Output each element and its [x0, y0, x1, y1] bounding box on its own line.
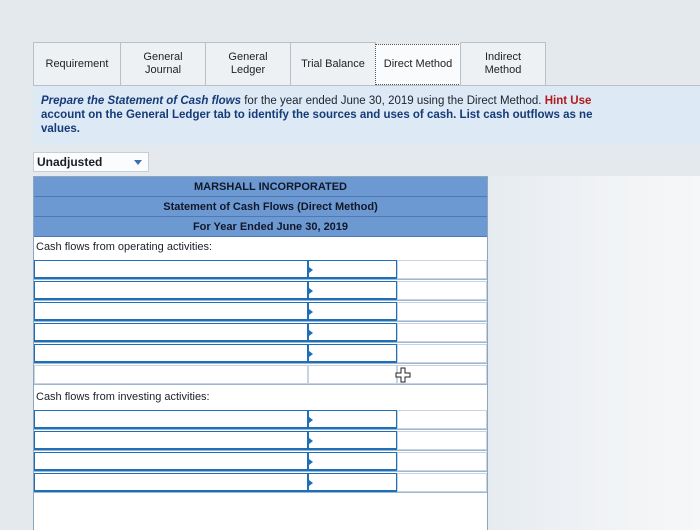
instruction-emphasis: Prepare the Statement of Cash flows [41, 95, 242, 107]
tab-general-ledger-label-1: General [228, 51, 268, 63]
tab-direct-method-label: Direct Method [383, 58, 453, 70]
tab-bar [33, 42, 700, 85]
instruction-hint-label: Hint [544, 95, 568, 107]
company-name: MARSHALL INCORPORATED [34, 177, 487, 197]
description-input[interactable] [34, 281, 308, 300]
table-row [34, 364, 487, 385]
tab-general-ledger[interactable] [205, 42, 291, 85]
operating-activities-label: Cash flows from operating activities: [34, 237, 487, 259]
amount-input[interactable] [308, 323, 397, 342]
description-input[interactable] [34, 365, 308, 384]
description-input[interactable] [34, 473, 308, 492]
table-row [34, 301, 487, 322]
amount-input[interactable] [308, 344, 397, 363]
chevron-down-icon [134, 160, 142, 165]
investing-activities-label: Cash flows from investing activities: [34, 387, 487, 409]
tab-direct-method[interactable] [375, 44, 461, 85]
tab-trial-balance[interactable] [290, 42, 376, 85]
instruction-line-3: values. [41, 123, 80, 135]
table-row [34, 259, 487, 280]
description-input[interactable] [34, 260, 308, 279]
amount-input[interactable] [308, 260, 397, 279]
total-input[interactable] [397, 473, 487, 492]
table-row [34, 322, 487, 343]
tab-general-journal[interactable] [120, 42, 206, 85]
total-input[interactable] [397, 452, 487, 471]
instruction-text: for the year ended June 30, 2019 using the Direct Method. [241, 95, 545, 107]
instruction-line-2: account on the General Ledger tab to identify the sources and uses of cash. List cash outflows as ne [41, 109, 593, 121]
tab-general-journal-label-1: General [143, 51, 183, 63]
tab-general-ledger-label-2: Ledger [230, 64, 266, 76]
description-input[interactable] [34, 431, 308, 450]
table-row [34, 472, 487, 493]
description-input[interactable] [34, 410, 308, 429]
table-row [34, 430, 487, 451]
tab-general-journal-label-2: Journal [144, 64, 182, 76]
total-input[interactable] [397, 281, 487, 300]
description-input[interactable] [34, 302, 308, 321]
adjustment-dropdown[interactable] [33, 152, 149, 172]
tab-trial-balance-label: Trial Balance [301, 57, 365, 70]
instruction-panel [33, 85, 700, 145]
total-input[interactable] [397, 431, 487, 450]
tab-requirement-label: Requirement [45, 57, 109, 70]
page-background-right [488, 176, 700, 530]
table-row [34, 280, 487, 301]
statement-period: For Year Ended June 30, 2019 [34, 217, 487, 237]
description-input[interactable] [34, 323, 308, 342]
total-input[interactable] [397, 344, 487, 363]
tab-requirement[interactable] [33, 42, 121, 85]
amount-input[interactable] [308, 452, 397, 471]
description-input[interactable] [34, 344, 308, 363]
table-row [34, 409, 487, 430]
cash-flow-statement [33, 176, 488, 530]
amount-input[interactable] [308, 473, 397, 492]
description-input[interactable] [34, 452, 308, 471]
total-input[interactable] [397, 323, 487, 342]
statement-title: Statement of Cash Flows (Direct Method) [34, 197, 487, 217]
crosshair-cursor-icon [395, 367, 411, 383]
amount-input[interactable] [308, 365, 397, 384]
tab-indirect-method[interactable] [460, 42, 546, 85]
instruction-line-1 [41, 94, 700, 108]
total-input[interactable] [397, 302, 487, 321]
amount-input[interactable] [308, 302, 397, 321]
table-row [34, 343, 487, 364]
amount-input[interactable] [308, 410, 397, 429]
amount-input[interactable] [308, 431, 397, 450]
instruction-hint-text: Use [567, 95, 592, 107]
tab-indirect-method-label-1: Indirect [484, 51, 522, 63]
total-input[interactable] [397, 410, 487, 429]
table-row [34, 451, 487, 472]
total-input[interactable] [397, 260, 487, 279]
dropdown-selected-value: Unadjusted [37, 155, 103, 169]
amount-input[interactable] [308, 281, 397, 300]
tab-indirect-method-label-2: Method [484, 64, 522, 76]
